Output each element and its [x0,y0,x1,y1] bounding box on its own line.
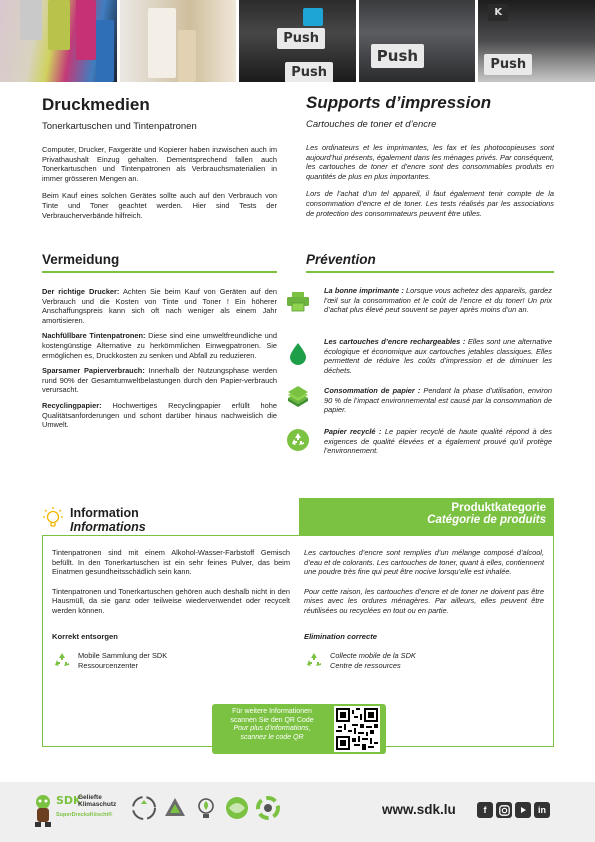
recycle-arrows-icon [132,796,156,820]
prevention-item: Les cartouches d’encre rechargeables : Elles sont une alternative écologique et économique aux cartouches jetables classiques. Elles permettent de réduire les coûts d’impression et de diminuer les déchets. [286,337,554,375]
disposal-line-fr-1: Collecte mobile de la SDK [330,650,416,660]
information-fr [304,548,544,671]
instagram-icon[interactable] [496,802,512,818]
lightbulb-leaf-icon [194,796,218,820]
recycle-icon [304,651,324,671]
product-category-banner [299,498,554,535]
prevention-item: La bonne imprimante : Lorsque vous achetez des appareils, gardez l’œil sur la consommation et le coût de l’encre et du toner! Un prix d’achat plus élevé peut souvent se payer après moins d’un an. [286,286,554,315]
prevention-item: Consommation de papier : Pendant la phase d’utilisation, environ 90 % de l’impact environnemental est causé par la consommation de papier. [286,386,554,415]
logo-subtext: SuperDrecksKëscht® [56,812,113,818]
list-item: Nachfüllbare Tintenpatronen: Diese sind eine umweltfreundliche und kostengünstige Alternative zu herkömmlichen Einwegpatronen. Sie ermöglichen es, Druckkosten zu senken und Abfall zu reduzieren. [42,331,277,360]
intro-paragraph-de-2: Beim Kauf eines solchen Gerätes sollte auch auf den Verbrauch von Tinte und Toner geachtet werden. Hier sind Tests der Verbraucherverbände hilfreich. [42,191,277,220]
logo-claim: Geliefte Klimaschutz [78,794,117,808]
triangle-recycle-icon [163,796,187,820]
sdk-mascot-icon [32,794,54,828]
info-paragraph-fr-1: Les cartouches d’encre sont remplies d’un mélange composé d’alcool, d’eau et de colorants. Les cartouches de toner, quant à elles, contiennent une poudre très fine qui peut être nocive lorsqu’elle est inhalée. [304,548,544,577]
website-link[interactable]: www.sdk.lu [382,802,456,817]
section-title-vermeidung: Vermeidung [42,252,277,273]
circular-arrows-icon [256,796,280,820]
printer-icon [287,292,309,312]
list-item: Sparsamer Papierverbrauch: Innerhalb der Nutzungsphase werden rund 90% der Gesamtumweltbelastungen durch den Papier-verbrauch verursacht. [42,366,277,395]
footer-certification-icons [132,796,280,820]
disposal-line-de-1: Mobile Sammlung der SDK [78,650,168,660]
qr-code-box[interactable] [212,704,386,754]
globe-leaf-icon [225,796,249,820]
info-paragraph-fr-2: Pour cette raison, les cartouches d’encre et de toner ne doivent pas être mises avec les ordures ménagères. Par ailleurs, elles peuvent être réutilisées ou recyclées en tout ou en partie. [304,586,544,615]
intro-paragraph-fr-1: Les ordinateurs et les imprimantes, les fax et les photocopieuses sont aujourd’hui présents, également dans les ménages privés. Par conséquent, les cartouches de toner et d’encre sont des consommables produits en quantités de plus en plus importantes. [306,143,554,181]
german-intro [42,95,277,220]
linkedin-icon[interactable]: in [534,802,550,818]
photo-toner-keys: Push [359,0,476,82]
intro-paragraph-de-1: Computer, Drucker, Faxgeräte und Kopierer haben inzwischen auch im Privathaushalt Einzug gehalten. Dementsprechend fallen auch Tonerkartuschen und Tintenpatronen als Verbrauchsmaterialien in immer grösseren Mengen an. [42,145,277,183]
footer [0,782,595,842]
qr-text-fr-1: Pour plus d’informations, [233,725,311,733]
paper-stack-icon [286,386,310,408]
section-title-prevention: Prévention [306,252,554,273]
page-title-fr: Supports d’impression [306,93,492,112]
social-links [477,802,550,818]
header-photo-strip [0,0,595,82]
page-title-de: Druckmedien [42,95,150,114]
list-item: Recyclingpapier: Hochwertiges Recyclingpapier erfüllt hohe Qualitätsanforderungen und schont darüber hinaus nachweislich die Umwelt. [42,400,277,430]
info-paragraph-de-1: Tintenpatronen sind mit einem Alkohol-Wasser-Farbstoff Gemisch befüllt. In den Tonerkartuschen ist ein sehr feines Pulver, das beim Einatmen gesundheitsschädlich sein kann. [52,548,290,577]
information-title-de: Information [70,506,139,520]
product-category-fr: Catégorie de produits [427,514,546,526]
intro-paragraph-fr-2: Lors de l’achat d’un tel appareil, il faut également tenir compte de la consommation d’encre et de toner. Les tests réalisés par les associations de protection des consommateurs peuvent être utiles. [306,189,554,218]
qr-text-de-1: Für weitere Informationen [232,708,312,715]
disposal-label-de: Korrekt entsorgen [52,631,118,641]
facebook-icon[interactable]: f [477,802,493,818]
disposal-item-de [52,651,290,671]
sdk-logo[interactable] [32,792,128,830]
french-intro [306,93,554,218]
prevention-item: Papier recyclé : Le papier recyclé de haute qualité répond à des exigences de qualité élevées et a également prouvé qu’il protège l’environnement. [286,427,554,456]
product-category-de: Produktkategorie [451,502,546,514]
list-item: Der richtige Drucker: Achten Sie beim Kauf von Geräten auf den Verbrauch und die Kosten von Tinte und Toner ! Ein höherer Anschaffungspreis kann sich oft nach weniger als einem Jahr amortisieren. [42,287,277,325]
youtube-icon[interactable] [515,802,531,818]
information-header [42,506,146,534]
disposal-line-fr-2: Centre de ressources [330,660,401,670]
recycle-icon [52,651,72,671]
qr-text-fr-2: scannez le code QR [240,733,304,741]
disposal-label-fr: Elimination correcte [304,631,378,641]
disposal-line-de-2: Ressourcenzenter [78,660,138,670]
recycle-icon [287,429,309,451]
disposal-item-fr [304,651,544,671]
photo-keyboard-keys: Push Push [239,0,356,82]
info-paragraph-de-2: Tintenpatronen und Tonerkartuschen gehören auch deshalb nicht in den Hausmüll, da sie ganz oder teilweise wiederverwendet oder recycelt werden können. [52,586,290,615]
lightbulb-icon [42,506,64,532]
photo-printer-buttons: K Push [478,0,595,82]
ink-drop-icon [290,343,306,365]
qr-text-de-2: scannen Sie den QR Code [230,716,314,724]
photo-ink-cartridges [0,0,117,82]
logo-text: SDK [56,794,82,807]
photo-printer-slot [120,0,237,82]
subtitle-de: Tonerkartuschen und Tintenpatronen [42,121,197,132]
qr-code[interactable] [334,706,380,752]
information-title-fr: Informations [70,520,146,534]
vermeidung-list [42,287,277,436]
subtitle-fr: Cartouches de toner et d’encre [306,119,437,130]
information-de [52,548,290,671]
